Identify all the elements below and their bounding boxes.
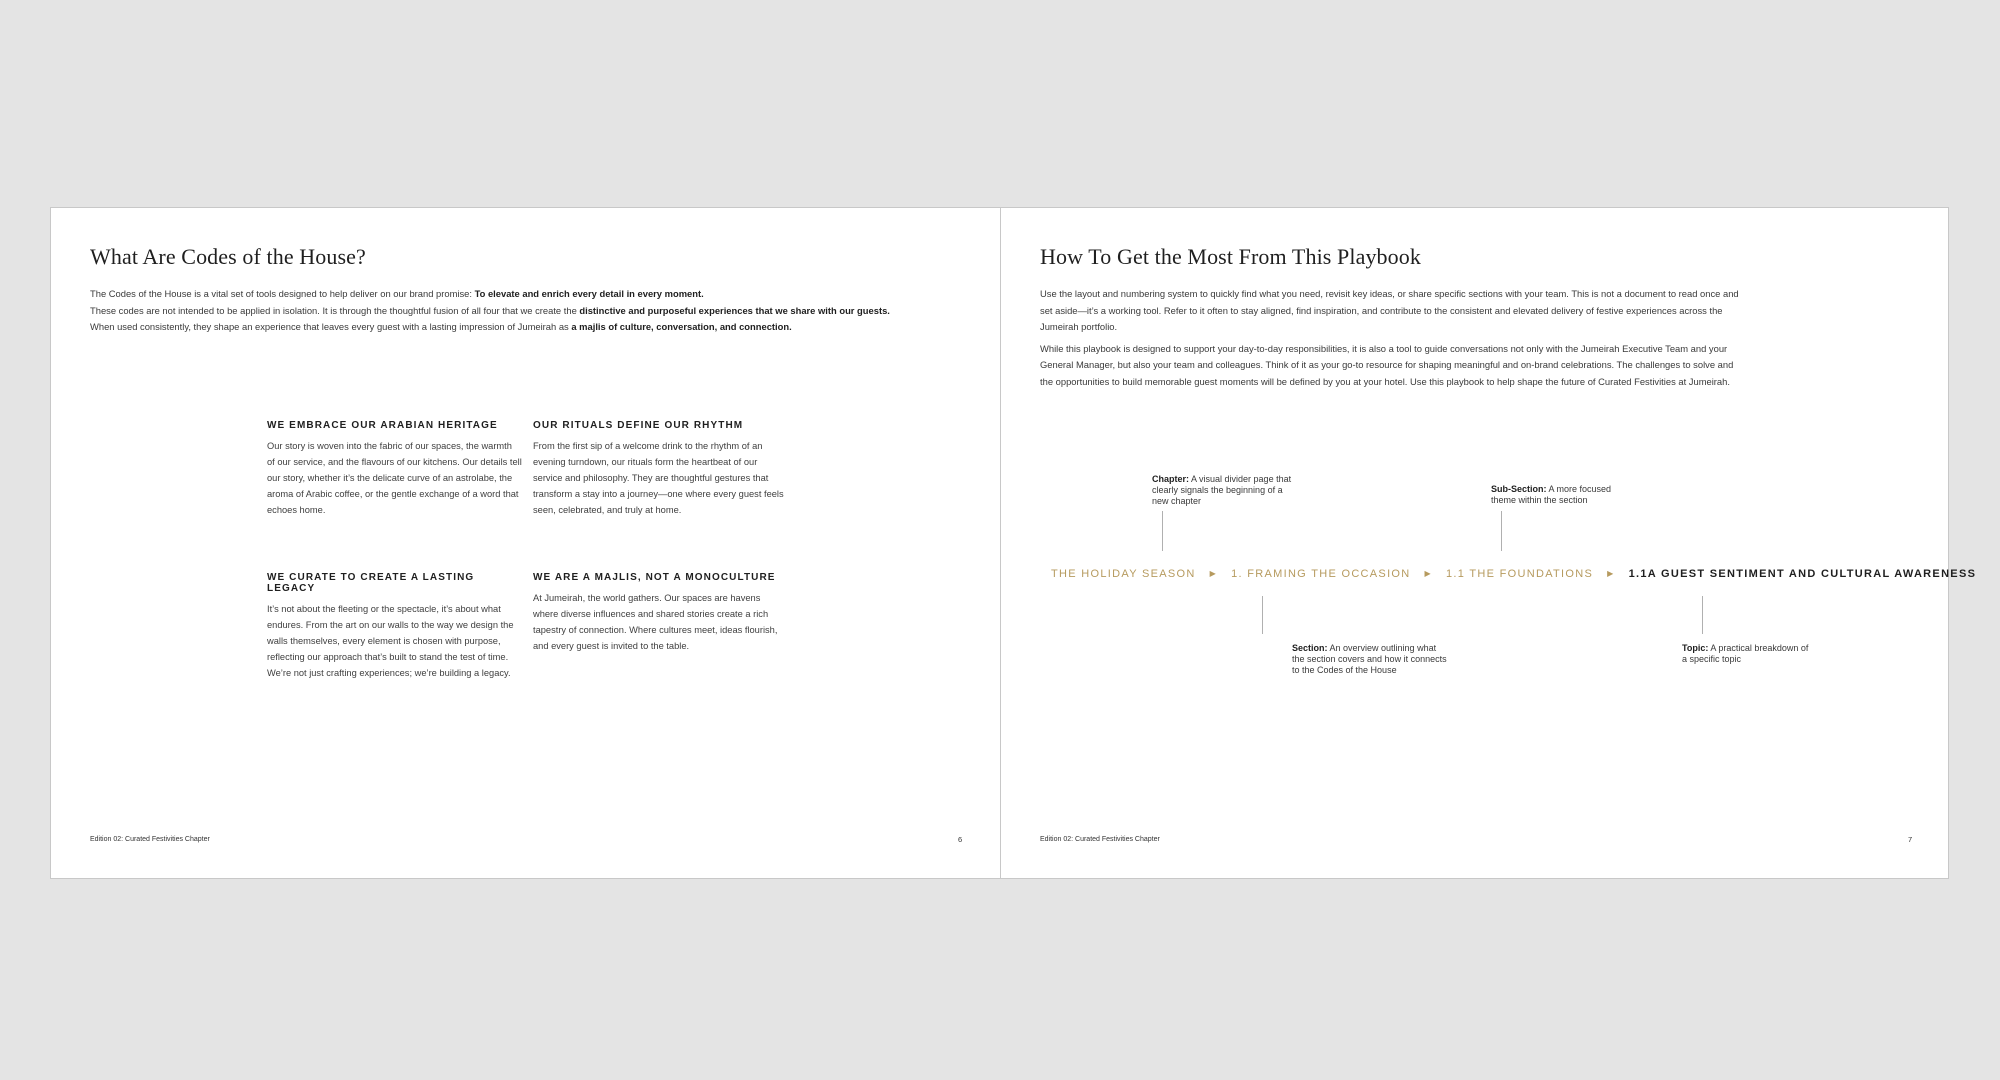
page-title: How To Get the Most From This Playbook: [1040, 244, 1421, 269]
page-footer: Edition 02: Curated Festivities Chapter: [90, 836, 210, 843]
document-spread: [50, 207, 1977, 879]
code-heading: WE EMBRACE OUR ARABIAN HERITAGE: [267, 420, 498, 431]
page-footer: Edition 02: Curated Festivities Chapter: [1040, 836, 1160, 843]
code-body: From the first sip of a welcome drink to the rhythm of an evening turndown, our rituals form the heartbeat of our service and philosophy. They are thoughtful gestures that transform a stay into a journey—one where every guest feels seen, celebrated, and truly at home.: [533, 441, 784, 515]
breadcrumb-topic: 1.1A GUEST SENTIMENT AND CULTURAL AWARENESS: [1628, 568, 1977, 580]
breadcrumb-chapter: THE HOLIDAY SEASON: [1051, 568, 1196, 580]
note-topic: Topic: A practical breakdown of a specific topic: [1682, 643, 1809, 664]
code-majlis: [533, 572, 788, 654]
arrow-right-icon: ▶: [1209, 569, 1218, 578]
connector-line: [1162, 511, 1163, 551]
left-page: [51, 208, 1001, 878]
breadcrumb-section: 1. FRAMING THE OCCASION: [1231, 568, 1411, 580]
intro-line: The Codes of the House is a vital set of tools designed to help deliver on our brand promise: To elevate and enrich every detail in every moment.: [90, 288, 704, 299]
intro-paragraph: Use the layout and numbering system to quickly find what you need, revisit key ideas, or share specific sections with your team. This is not a document to read once and set aside—it’s a working tool. Refer to it often to stay aligned, find inspiration, and contribute to the consistent and elevated delivery of festive experiences across the Jumeirah portfolio.: [1040, 288, 1739, 332]
code-rituals: [533, 420, 788, 518]
code-heading: OUR RITUALS DEFINE OUR RHYTHM: [533, 420, 744, 431]
breadcrumb-sub-section: 1.1 THE FOUNDATIONS: [1445, 568, 1594, 580]
note-sub-section: Sub-Section: A more focused theme within the section: [1491, 484, 1612, 505]
code-arabian-heritage: [267, 420, 522, 518]
code-body: It’s not about the fleeting or the spectacle, it’s about what endures. From the art on our walls to the way we design the walls themselves, every element is chosen with purpose, reflecting our approach that’s built to stand the test of time. We’re not just crafting experiences; we’re building a legacy.: [267, 604, 514, 678]
connector-line: [1702, 596, 1703, 634]
code-heading: WE CURATE TO CREATE A LASTING LEGACY: [267, 572, 475, 594]
intro-line: These codes are not intended to be applied in isolation. It is through the thoughtful fusion of all four that we create the distinctive and purposeful experiences that we share with our guests.: [90, 304, 890, 316]
intro-text: [90, 286, 960, 336]
intro-paragraph: While this playbook is designed to support your day-to-day responsibilities, it is also a tool to guide conversations not only with the Jumeirah Executive Team and your General Manager, but also your team and colleagues. Think of it as your go-to resource for shaping meaningful and on-brand celebrations. The challenges to solve and the opportunities to build memorable guest moments will be defined by you at your hotel. Use this playbook to help shape the future of Curated Festivities at Jumeirah.: [1040, 342, 1734, 387]
page-title: What Are Codes of the House?: [90, 244, 366, 269]
page-number: 6: [958, 835, 963, 844]
intro-line: When used consistently, they shape an experience that leaves every guest with a lasting impression of Jumeirah as a majlis of culture, conversation, and connection.: [90, 321, 792, 332]
code-lasting-legacy: [267, 572, 522, 681]
intro-text: [1040, 286, 1740, 395]
right-page: [1001, 208, 1977, 878]
code-body: Our story is woven into the fabric of our spaces, the warmth of our service, and the flavours of our kitchens. Our details tell our story, whether it’s the delicate curve of an astrolabe, the aroma of Arabic coffee, or the gentle exchange of a word that echoes home.: [267, 441, 522, 515]
note-section: Section: An overview outlining what the section covers and how it connects to the Codes of the House: [1292, 643, 1447, 675]
code-body: At Jumeirah, the world gathers. Our spaces are havens where diverse influences and shared stories create a rich tapestry of connection. Where cultures meet, ideas flourish, and every guest is invited to the table.: [533, 593, 778, 651]
code-heading: WE ARE A MAJLIS, NOT A MONOCULTURE: [533, 572, 776, 583]
connector-line: [1501, 511, 1502, 551]
breadcrumb: [1051, 568, 1976, 580]
connector-line: [1262, 596, 1263, 634]
page-number: 7: [1908, 835, 1913, 844]
arrow-right-icon: ▶: [1607, 569, 1615, 578]
arrow-right-icon: ▶: [1424, 569, 1432, 578]
note-chapter: Chapter: A visual divider page that clearly signals the beginning of a new chapter: [1152, 474, 1292, 506]
